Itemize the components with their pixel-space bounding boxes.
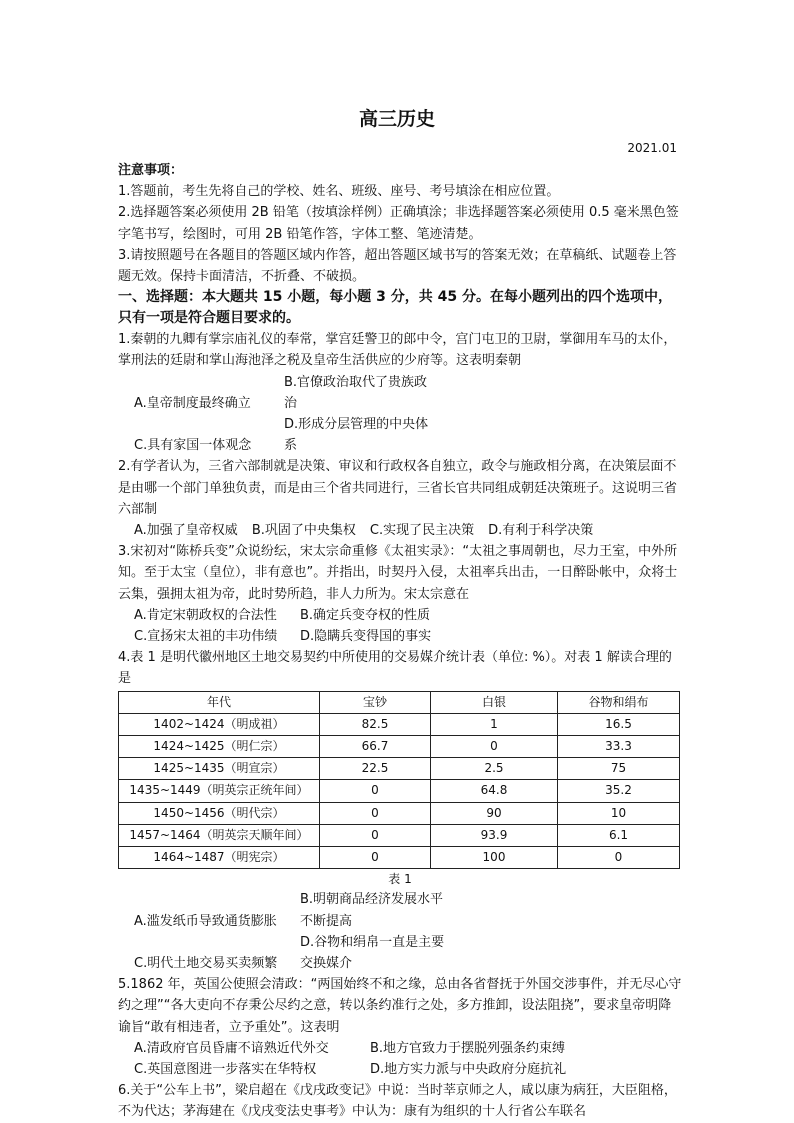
table-cell: 16.5 <box>558 713 680 735</box>
question-stem-4: 4.表 1 是明代徽州地区土地交易契约中所使用的交易媒介统计表（单位: %）。对表 1 解读合理的是 <box>118 650 672 687</box>
page-title: 高三历史 <box>358 108 435 130</box>
table-cell: 66.7 <box>320 736 431 758</box>
option-d: D.谷物和绢帛一直是主要交换媒介 <box>300 934 445 971</box>
table-cell: 1424~1425（明仁宗） <box>119 736 320 758</box>
notice-item: 1.答题前，考生先将自己的学校、姓名、班级、座号、考号填涂在相应位置。 <box>118 184 560 200</box>
table-cell: 6.1 <box>558 824 680 846</box>
table-cell: 1402~1424（明成祖） <box>119 713 320 735</box>
table-cell: 100 <box>431 847 558 869</box>
option-b: B.巩固了中央集权 <box>251 523 356 539</box>
options-row <box>118 605 682 626</box>
table-cell: 1435~1449（明英宗正统年间） <box>119 780 320 802</box>
question-stem-5: 5.1862 年，英国公使照会清政：“两国始终不和之缘，总由各省督抚于外国交涉事件，并无尽心守约之理”“各大吏向不存秉公尽约之意，转以条约准行之处，多方推卸，设法阻挠”，要求皇帝明降谕旨“敢有相违者，立予重处”。这表明 <box>118 977 682 1035</box>
table-cell: 90 <box>431 802 558 824</box>
table-header: 宝钞 <box>320 691 431 713</box>
table-row <box>119 802 680 824</box>
exam-date: 2021.01 <box>627 141 677 155</box>
table-cell: 75 <box>558 758 680 780</box>
table-cell: 0 <box>320 847 431 869</box>
table-cell: 0 <box>558 847 680 869</box>
options-row <box>118 372 682 414</box>
options-row <box>118 889 682 931</box>
question-stem-3: 3.宋初对“陈桥兵变”众说纷纭，宋太宗命重修《太祖实录》：“太祖之事周朝也，尽力王室，中外所知。至于太宝（皇位），非有意也”。并指出，时契丹入侵，太祖率兵出击，一日醉卧帐中，众将士云集，强拥太祖为帝，此时势所趋，非人力所为。宋太宗意在 <box>118 544 678 602</box>
option-a: A.皇帝制度最终确立 <box>134 395 251 411</box>
table-row <box>119 758 680 780</box>
table-header: 年代 <box>119 691 320 713</box>
section-heading: 一、选择题：本大题共 15 小题，每小题 3 分，共 45 分。在每小题列出的四个选项中，只有一项是符合题目要求的。 <box>118 289 672 327</box>
table-cell: 1464~1487（明宪宗） <box>119 847 320 869</box>
table-cell: 1 <box>431 713 558 735</box>
table-cell: 2.5 <box>431 758 558 780</box>
table-row <box>119 780 680 802</box>
option-d: D.隐瞒兵变得国的事实 <box>300 629 432 645</box>
exam-content <box>118 160 682 1123</box>
table-cell: 0 <box>320 824 431 846</box>
option-a: A.清政府官员昏庸不谙熟近代外交 <box>134 1040 329 1056</box>
option-a: A.滥发纸币导致通货膨胀 <box>134 913 277 929</box>
option-b: B.明朝商品经济发展水平不断提高 <box>300 892 444 929</box>
option-c: C.宣扬宋太祖的丰功伟绩 <box>134 629 278 645</box>
table-row <box>119 736 680 758</box>
table-row <box>119 824 680 846</box>
table-cell: 1457~1464（明英宗天顺年间） <box>119 824 320 846</box>
table-header: 谷物和绢布 <box>558 691 680 713</box>
table-caption: 表 1 <box>388 872 412 887</box>
option-b: B.官僚政治取代了贵族政治 <box>284 374 428 411</box>
table-cell: 1425~1435（明宣宗） <box>119 758 320 780</box>
option-c: C.具有家国一体观念 <box>134 438 252 454</box>
notice-item: 3.请按照题号在各题目的答题区域内作答，超出答题区域书写的答案无效；在草稿纸、试题卷上答题无效。保持卡面清洁，不折叠、不破损。 <box>118 247 677 285</box>
option-d: D.有利于科学决策 <box>488 523 594 539</box>
option-b: B.地方官致力于摆脱列强条约束缚 <box>370 1040 566 1056</box>
table-row <box>119 713 680 735</box>
table-cell: 0 <box>320 802 431 824</box>
options-row <box>118 414 682 456</box>
table-cell: 64.8 <box>431 780 558 802</box>
table-cell: 82.5 <box>320 713 431 735</box>
options-row <box>118 626 682 647</box>
option-c: C.实现了民主决策 <box>369 523 475 539</box>
options-row <box>118 932 682 974</box>
table-cell: 10 <box>558 802 680 824</box>
table-row <box>119 847 680 869</box>
table-cell: 0 <box>431 736 558 758</box>
options-row <box>118 520 682 541</box>
table-cell: 22.5 <box>320 758 431 780</box>
question-stem-2: 2.有学者认为，三省六部制就是决策、审议和行政权各自独立，政令与施政相分离，在决策层面不是由哪一个部门单独负责，而是由三个省共同进行，三省长官共同组成朝廷决策班子。这说明三省六部制 <box>118 459 678 517</box>
question-stem-1: 1.秦朝的九卿有掌宗庙礼仪的奉常，掌宫廷警卫的郎中令，宫门屯卫的卫尉，掌御用车马的太仆，掌刑法的廷尉和掌山海池泽之税及皇帝生活供应的少府等。这表明秦朝 <box>118 332 677 369</box>
table-cell: 93.9 <box>431 824 558 846</box>
table-cell: 33.3 <box>558 736 680 758</box>
options-row <box>118 1038 682 1059</box>
table-cell: 35.2 <box>558 780 680 802</box>
table-cell: 1450~1456（明代宗） <box>119 802 320 824</box>
option-d: D.地方实力派与中央政府分庭抗礼 <box>370 1061 567 1077</box>
table-header: 白银 <box>431 691 558 713</box>
option-a: A.加强了皇帝权威 <box>134 523 238 539</box>
option-a: A.肯定宋朝政权的合法性 <box>134 607 277 623</box>
notice-item: 2.选择题答案必须使用 2B 铅笔（按填涂样例）正确填涂；非选择题答案必须使用 0.5 毫米黑色签字笔书写，绘图时，可用 2B 铅笔作答，字体工整、笔迹清楚。 <box>118 205 679 242</box>
media-statistics-table <box>118 691 680 870</box>
option-c: C.明代土地交易买卖频繁 <box>134 955 278 971</box>
option-c: C.英国意图进一步落实在华特权 <box>134 1061 317 1077</box>
options-row <box>118 1059 682 1080</box>
question-stem-6: 6.关于“公车上书”，梁启超在《戊戌政变记》中说：当时莘京师之人，咸以康为病狂，大臣阻格，不为代达；茅海建在《戊戌变法史事考》中认为：康有为组织的十人行省公车联名 <box>118 1083 677 1120</box>
option-b: B.确定兵变夺权的性质 <box>300 607 431 623</box>
table-cell: 0 <box>320 780 431 802</box>
table-header-row <box>119 691 680 713</box>
notice-heading: 注意事项： <box>118 163 184 178</box>
option-d: D.形成分层管理的中央体系 <box>284 417 429 454</box>
